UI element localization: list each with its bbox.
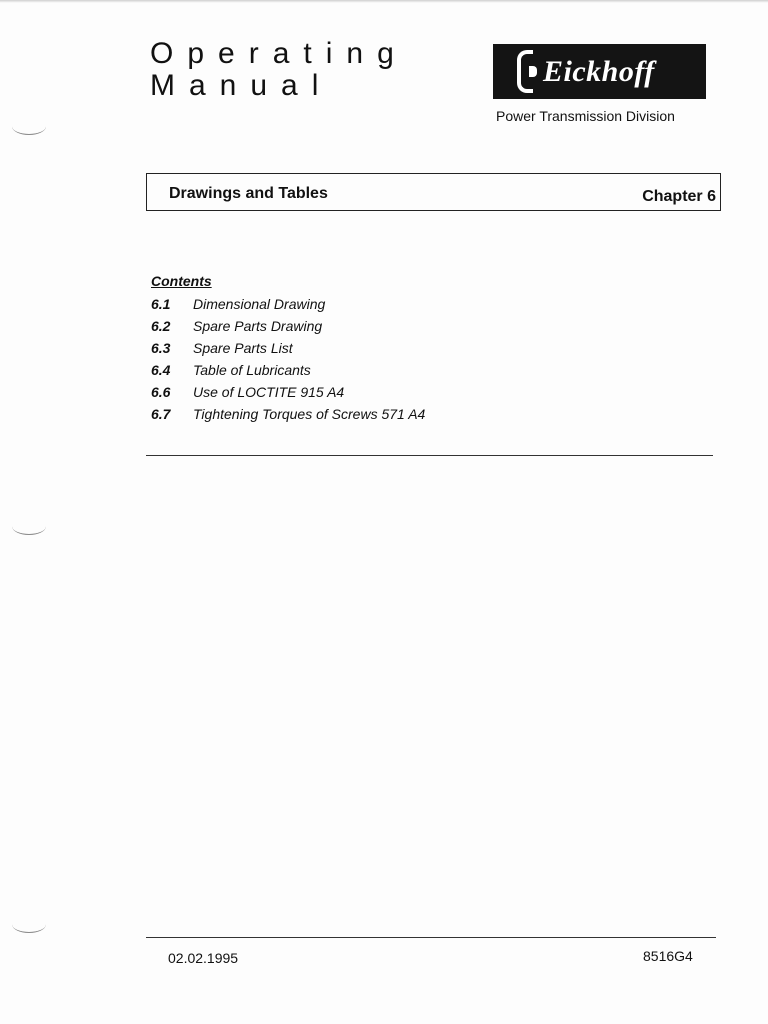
- toc-item: [151, 293, 425, 315]
- logo-mark-icon: [493, 44, 543, 99]
- toc-item: [151, 381, 425, 403]
- toc-item: [151, 359, 425, 381]
- document-title: [150, 38, 408, 102]
- page-top-edge: [0, 0, 768, 3]
- toc-item-number: 6.4: [151, 362, 171, 378]
- footer-date: 02.02.1995: [168, 950, 239, 966]
- division-name: Power Transmission Division: [496, 108, 675, 124]
- company-logo: [493, 44, 706, 99]
- toc-item-title: Table of Lubricants: [193, 362, 311, 378]
- toc-item-title: Use of LOCTITE 915 A4: [193, 384, 345, 400]
- toc-item-title: Spare Parts List: [193, 340, 293, 356]
- footer-divider: [146, 937, 716, 938]
- punch-hole-top: [12, 118, 46, 135]
- title-line-2: Manual: [150, 69, 333, 102]
- toc-item-title: Tightening Torques of Screws 571 A4: [193, 406, 426, 422]
- toc-item-number: 6.2: [151, 318, 171, 334]
- toc-item: [151, 403, 425, 425]
- chapter-heading: Drawings and Tables: [169, 185, 328, 202]
- punch-hole-middle: [12, 518, 46, 535]
- toc-item: [151, 315, 425, 337]
- footer-document-code: 8516G4: [643, 948, 693, 964]
- toc-item: [151, 337, 425, 359]
- chapter-label: Chapter 6: [642, 188, 716, 205]
- toc-item-number: 6.3: [151, 340, 171, 356]
- punch-hole-bottom: [12, 916, 46, 933]
- logo-wordmark: Eickhoff: [543, 54, 655, 88]
- chapter-header-box: [146, 173, 721, 211]
- toc-item-number: 6.7: [151, 406, 171, 422]
- toc-item-number: 6.1: [151, 296, 171, 312]
- contents-divider: [146, 455, 713, 456]
- toc-item-title: Spare Parts Drawing: [193, 318, 323, 334]
- title-line-1: Operating: [150, 37, 408, 70]
- toc-item-title: Dimensional Drawing: [193, 296, 326, 312]
- table-of-contents: [151, 273, 425, 425]
- toc-item-number: 6.6: [151, 384, 171, 400]
- contents-label: Contents: [151, 273, 212, 289]
